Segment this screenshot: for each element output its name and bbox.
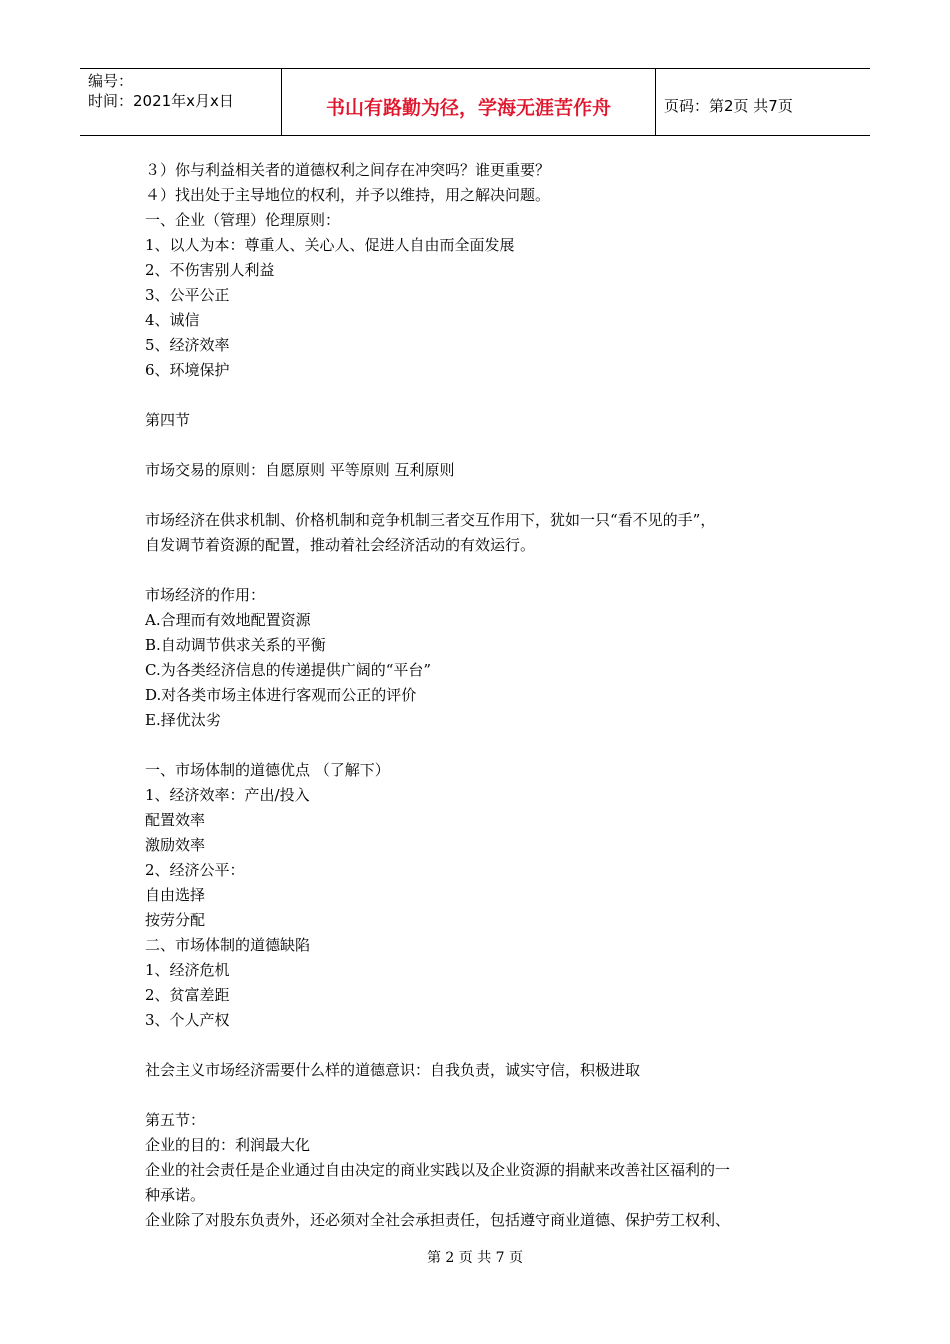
section-heading: 一、市场体制的道德优点 （了解下） xyxy=(145,761,390,779)
header-page-number: 页码：第2页 共7页 xyxy=(664,97,793,115)
list-item: 1、经济效率：产出/投入 xyxy=(145,786,310,804)
body-line: 市场交易的原则：自愿原则 平等原则 互利原则 xyxy=(145,461,455,479)
list-item: 4、诚信 xyxy=(145,311,200,329)
list-item: 配置效率 xyxy=(145,811,206,829)
list-item: C.为各类经济信息的传递提供广阔的“平台” xyxy=(145,661,432,679)
header-page-cell xyxy=(656,69,870,135)
list-item: 6、环境保护 xyxy=(145,361,230,379)
page-header xyxy=(80,68,870,136)
body-line: 企业的社会责任是企业通过自由决定的商业实践以及企业资源的捐献来改善社区福利的一 xyxy=(145,1161,731,1179)
list-item: 2、不伤害别人利益 xyxy=(145,261,275,279)
list-item: 2、贫富差距 xyxy=(145,986,230,1004)
body-line: ３）你与利益相关者的道德权利之间存在冲突吗？谁更重要？ xyxy=(145,161,551,179)
section-heading: 第四节 xyxy=(145,411,191,429)
header-meta xyxy=(80,69,281,135)
section-heading: 一、企业（管理）伦理原则： xyxy=(145,211,341,229)
list-item: 1、以人为本：尊重人、关心人、促进人自由而全面发展 xyxy=(145,236,515,254)
list-item: 按劳分配 xyxy=(145,911,206,929)
body-line: 市场经济在供求机制、价格机制和竞争机制三者交互作用下，犹如一只“看不见的手”， xyxy=(145,511,716,529)
list-item: 1、经济危机 xyxy=(145,961,230,979)
body-line: 企业的目的：利润最大化 xyxy=(145,1136,311,1154)
list-item: 2、经济公平： xyxy=(145,861,245,879)
section-heading: 第五节： xyxy=(145,1111,206,1129)
list-item: D.对各类市场主体进行客观而公正的评价 xyxy=(145,686,417,704)
document-number-label: 编号： xyxy=(88,72,134,90)
header-motto-cell xyxy=(281,69,656,135)
list-item: 3、个人产权 xyxy=(145,1011,230,1029)
list-item: A.合理而有效地配置资源 xyxy=(145,611,311,629)
list-item: 激励效率 xyxy=(145,836,206,854)
list-item: E.择优汰劣 xyxy=(145,711,221,729)
header-motto: 书山有路勤为径，学海无涯苦作舟 xyxy=(325,97,611,119)
list-item: B.自动调节供求关系的平衡 xyxy=(145,636,326,654)
section-heading: 二、市场体制的道德缺陷 xyxy=(145,936,311,954)
list-item: 自由选择 xyxy=(145,886,206,904)
page-footer: 第 2 页 共 7 页 xyxy=(426,1250,524,1266)
body-line: 种承诺。 xyxy=(145,1186,206,1204)
body-line: ４）找出处于主导地位的权利，并予以维持，用之解决问题。 xyxy=(145,186,551,204)
body-line: 企业除了对股东负责外，还必须对全社会承担责任，包括遵守商业道德、保护劳工权利、 xyxy=(145,1211,731,1229)
body-line: 自发调节着资源的配置，推动着社会经济活动的有效运行。 xyxy=(145,536,536,554)
list-item: 5、经济效率 xyxy=(145,336,230,354)
section-heading: 市场经济的作用： xyxy=(145,586,266,604)
list-item: 3、公平公正 xyxy=(145,286,230,304)
document-date-label: 时间：2021年x月x日 xyxy=(88,92,234,110)
document-body xyxy=(145,158,825,1233)
body-line: 社会主义市场经济需要什么样的道德意识：自我负责，诚实守信，积极进取 xyxy=(145,1061,641,1079)
